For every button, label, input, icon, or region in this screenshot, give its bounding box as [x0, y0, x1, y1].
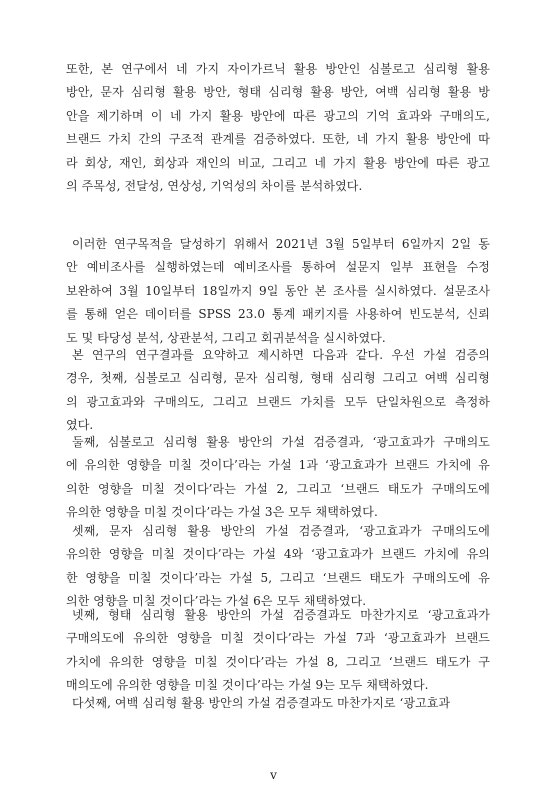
text-line: 경우, 첫째, 심볼로고 심리형, 문자 심리형, 형태 심리형 그리고 여백 심리형 — [66, 371, 490, 386]
text-line: 브랜드 가치 간의 구조적 관계를 검증하였다. 또한, 네 가지 활용 방안에 따 — [66, 132, 490, 147]
text-line: 도 및 타당성 분석, 상관분석, 그리고 회귀분석을 실시하였다. — [66, 330, 386, 345]
paragraph-results-second — [66, 431, 490, 525]
text-line: 유의한 영향을 미칠 것이다’라는 가설 3은 모두 채택하였다. — [66, 505, 378, 520]
text-line: 안을 제기하며 이 네 가지 활용 방안에 따른 광고의 기억 효과와 구매의도, — [66, 108, 490, 123]
paragraph-methodology — [66, 233, 490, 350]
text-line: 를 통해 얻은 데이터를 SPSS 23.0 통계 패키지를 사용하여 빈도분석, 신뢰 — [66, 307, 490, 322]
text-line: 였다. — [66, 418, 94, 433]
page-number: v — [270, 768, 277, 782]
text-line: 유의한 영향을 미칠 것이다’라는 가설 4와 ‘광고효과가 브랜드 가치에 유의 — [66, 547, 490, 562]
text-line: 셋째, 문자 심리형 활용 방안의 가설 검증결과, ‘광고효과가 구매의도에 — [72, 524, 490, 538]
text-line: 다섯째, 여백 심리형 활용 방안의 가설 검증결과도 마찬가지로 ‘광고효과 — [72, 696, 451, 710]
text-line: 본 연구의 연구결과를 요약하고 제시하면 다음과 같다. 우선 가설 검증의 — [72, 348, 490, 362]
text-line: 의한 영향을 미칠 것이다’라는 가설 2, 그리고 ‘브랜드 태도가 구매의도에 — [66, 481, 490, 496]
text-line: 보완하여 3월 10일부터 18일까지 9일 동안 본 조사를 실시하였다. 설문조사 — [66, 283, 490, 298]
paragraph-results-third — [66, 520, 490, 614]
text-line: 넷째, 형태 심리형 활용 방안의 가설 검증결과도 마찬가지로 ‘광고효과가 — [72, 608, 490, 622]
text-line: 의 주목성, 전달성, 연상성, 기억성의 차이를 분석하였다. — [66, 178, 363, 193]
text-line: 구매의도에 유의한 영향을 미칠 것이다’라는 가설 7과 ‘광고효과가 브랜드 — [66, 631, 490, 646]
text-line: 또한, 본 연구에서 네 가지 자이가르닉 활용 방안인 심볼로고 심리형 활용 — [66, 62, 490, 76]
text-line: 의한 영향을 미칠 것이다’라는 가설 6은 모두 채택하였다. — [66, 594, 367, 609]
text-line: 의 광고효과와 구매의도, 그리고 브랜드 가치를 모두 단일차원으로 측정하 — [66, 394, 490, 409]
text-line: 둘째, 심볼로고 심리형 활용 방안의 가설 검증결과, ‘광고효과가 구매의도 — [72, 435, 490, 449]
text-line: 한 영향을 미칠 것이다’라는 가설 5, 그리고 ‘브랜드 태도가 구매의도에 유 — [66, 570, 490, 585]
text-line: 라 회상, 재인, 회상과 재인의 비교, 그리고 네 가지 활용 방안에 따른 광고 — [66, 155, 490, 170]
text-line: 매의도에 유의한 영향을 미칠 것이다’라는 가설 9는 모두 채택하였다. — [66, 678, 429, 693]
text-line: 가치에 유의한 영향을 미칠 것이다’라는 가설 8, 그리고 ‘브랜드 태도가 구 — [66, 654, 490, 669]
text-line: 에 유의한 영향을 미칠 것이다’라는 가설 1과 ‘광고효과가 브랜드 가치에 유 — [66, 458, 490, 473]
paragraph-results-first — [66, 344, 490, 438]
text-line: 안 예비조사를 실행하였는데 예비조사를 통하여 설문지 일부 표현을 수정 — [66, 260, 490, 275]
paragraph-results-fifth — [66, 692, 490, 715]
text-line: 이러한 연구목적을 달성하기 위해서 2021년 3월 5일부터 6일까지 2일 동 — [72, 237, 490, 251]
text-line: 방안, 문자 심리형 활용 방안, 형태 심리형 활용 방안, 여백 심리형 활용 방 — [66, 85, 490, 100]
paragraph-research-proposal — [66, 58, 490, 198]
paragraph-results-fourth — [66, 604, 490, 698]
